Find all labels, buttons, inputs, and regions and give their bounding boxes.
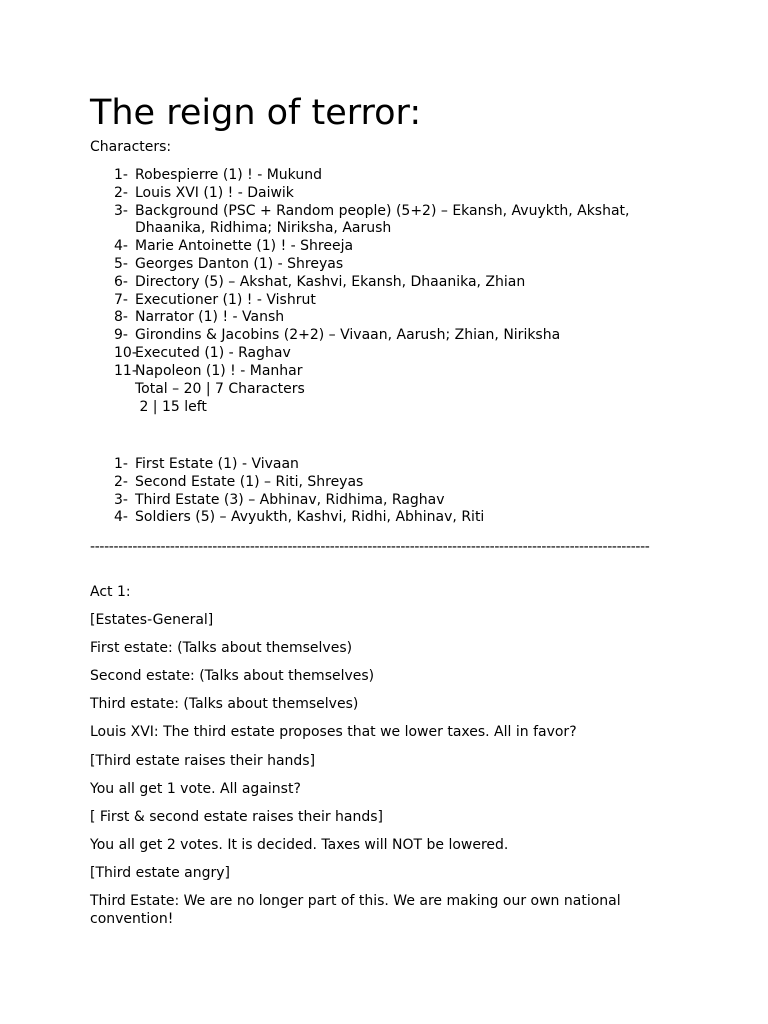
script-line: Third Estate: We are no longer part of this. We are making our own national convention! — [90, 893, 621, 927]
list-item-number: 6- — [114, 273, 128, 290]
list-item-text: Napoleon (1) ! - Manhar — [135, 362, 303, 379]
list-item-text: Girondins & Jacobins (2+2) – Vivaan, Aarush; Zhian, Niriksha — [135, 327, 561, 344]
page-title: The reign of terror: — [90, 93, 422, 133]
list-item-text: Narrator (1) ! - Vansh — [135, 309, 285, 326]
list-item-number: 3- — [114, 202, 128, 219]
list-item-text: Executed (1) - Raghav — [135, 344, 291, 361]
character-item — [114, 274, 674, 292]
list-item-number: 4- — [114, 238, 128, 255]
character-item — [114, 309, 674, 327]
list-item-number: 11- — [114, 362, 137, 379]
estate-item — [114, 509, 674, 527]
character-item — [114, 238, 674, 256]
script-line: Third estate: (Talks about themselves) — [90, 696, 359, 713]
list-item-text: Third Estate (3) – Abhinav, Ridhima, Raghav — [135, 491, 445, 508]
character-item — [114, 363, 674, 381]
character-item — [114, 327, 674, 345]
list-item-text: Robespierre (1) ! - Mukund — [135, 167, 322, 183]
character-item — [114, 185, 674, 203]
estates-list — [114, 456, 674, 527]
list-item-number: 3- — [114, 491, 128, 508]
character-item — [114, 345, 674, 363]
character-item — [114, 203, 674, 239]
character-item — [114, 256, 674, 274]
script-line: You all get 2 votes. It is decided. Taxes will NOT be lowered. — [90, 836, 509, 853]
character-item — [114, 292, 674, 310]
script-line: [ First & second estate raises their hands] — [90, 808, 384, 825]
script-body — [90, 584, 650, 939]
estate-item — [114, 492, 674, 510]
list-item-number: 5- — [114, 255, 128, 272]
script-line: [Third estate raises their hands] — [90, 752, 316, 769]
script-line: [Third estate angry] — [90, 864, 230, 881]
list-item-number: 4- — [114, 509, 128, 526]
script-line: Act 1: — [90, 584, 131, 600]
script-line: You all get 1 vote. All against? — [90, 780, 301, 797]
list-item-text: First Estate (1) - Vivaan — [135, 456, 299, 472]
script-line: First estate: (Talks about themselves) — [90, 640, 353, 657]
list-item-number: 10- — [114, 344, 137, 361]
list-item-number: 1- — [114, 456, 128, 472]
list-item-number: 9- — [114, 327, 128, 344]
list-item-number: 2- — [114, 473, 128, 490]
list-item-text: Soldiers (5) – Avyukth, Kashvi, Ridhi, Abhinav, Riti — [135, 509, 485, 526]
estate-item — [114, 474, 674, 492]
list-item-number: 8- — [114, 309, 128, 326]
list-item-number: 7- — [114, 291, 128, 308]
character-item — [114, 167, 674, 185]
script-line: Second estate: (Talks about themselves) — [90, 668, 375, 685]
list-item-text: Second Estate (1) – Riti, Shreyas — [135, 473, 364, 490]
list-item-number: 1- — [114, 167, 128, 183]
estate-item — [114, 456, 674, 474]
script-line: [Estates-General] — [90, 612, 214, 629]
characters-list — [114, 167, 674, 381]
list-item-text: Executioner (1) ! - Vishrut — [135, 291, 316, 308]
totals-block — [135, 381, 305, 417]
script-line: Louis XVI: The third estate proposes that we lower taxes. All in favor? — [90, 724, 577, 741]
list-item-text: Marie Antoinette (1) ! - Shreeja — [135, 238, 354, 255]
list-item-text: Georges Danton (1) - Shreyas — [135, 255, 344, 272]
characters-label: Characters: — [90, 139, 172, 155]
total-line: Total – 20 | 7 Characters — [135, 381, 305, 397]
section-divider: ----------------------------------------------------------------------------------------------------------------------- — [90, 539, 650, 555]
list-item-text: Directory (5) – Akshat, Kashvi, Ekansh, Dhaanika, Zhian — [135, 273, 526, 290]
list-item-text: Louis XVI (1) ! - Daiwik — [135, 184, 294, 201]
list-item-text: Background (PSC + Random people) (5+2) – Ekansh, Avuykth, Akshat, Dhaanika, Ridhima; Niriksha, Aarush — [135, 202, 630, 237]
left-line: 2 | 15 left — [135, 398, 207, 415]
list-item-number: 2- — [114, 184, 128, 201]
